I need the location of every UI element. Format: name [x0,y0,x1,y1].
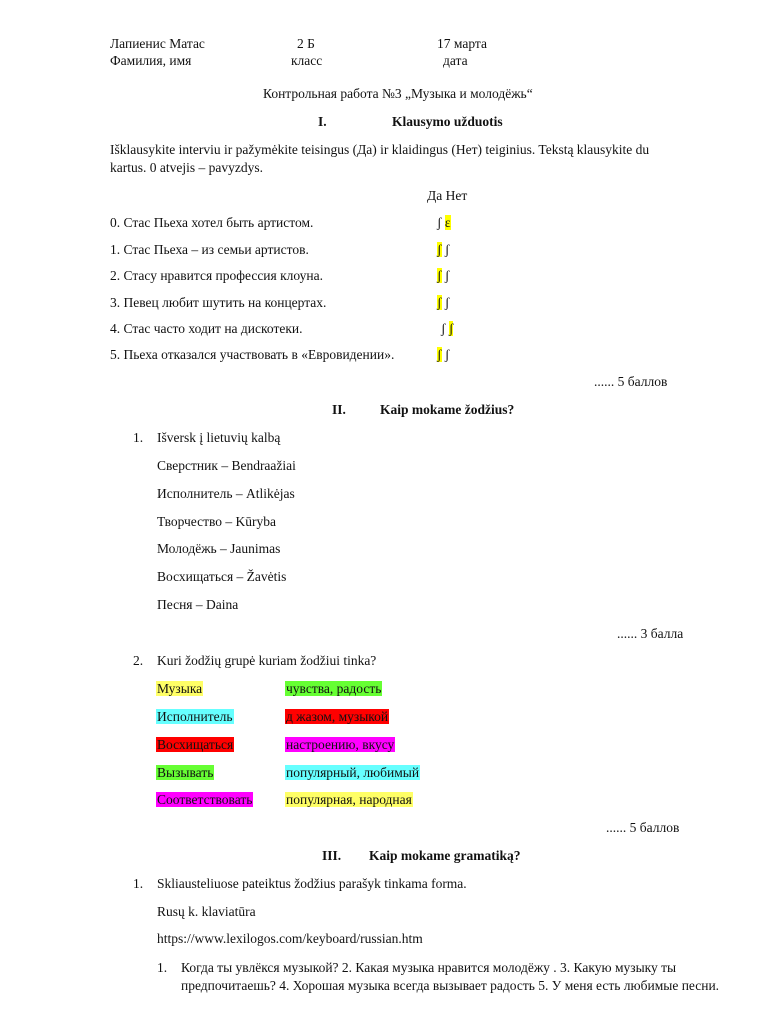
section1-instructions-line1: Išklausykite interviu ir pažymėkite teisingus (Да) ir klaidingus (Нет) teiginius. Tekstą klausykite du [110,142,650,157]
statement-text: 5. Пьеха отказался участвовать в «Евровидении». [110,347,395,362]
da-mark[interactable]: ʃ [437,295,442,310]
section1-title: Klausymo užduotis [392,114,503,129]
match-right [285,765,420,781]
match-phrase: д жазом, музыкой [286,709,389,724]
translation-item: Сверстник – Bendraažiai [157,458,296,473]
task2-number: 2. [133,653,144,668]
answer-marks[interactable] [437,295,449,311]
date-label: дата [443,53,468,68]
da-mark[interactable]: ʃ [437,242,442,257]
task2-score: ...... 5 баллов [606,820,680,835]
section1-instructions-line2: kartus. 0 atvejis – pavyzdys. [110,160,263,175]
grammar-task-title: Skliausteliuose pateiktus žodžius parašyk tinkama forma. [157,876,467,891]
match-phrase: популярный, любимый [286,765,420,780]
section1-score: ...... 5 баллов [594,374,668,389]
match-word: Восхищаться [157,737,234,752]
section3-title: Kaip mokame gramatiką? [369,848,521,863]
answer-column-header: Да Нет [427,188,468,203]
translation-item: Исполнитель – Atlikėjas [157,486,295,501]
translation-item: Восхищаться – Žavėtis [157,569,287,584]
answer-marks[interactable] [441,321,453,337]
translation-item: Молодёжь – Jaunimas [157,541,281,556]
answer-marks[interactable] [437,215,451,231]
net-mark[interactable]: ʃ [448,321,454,336]
match-phrase: настроению, вкусу [286,737,395,752]
match-phrase: популярная, народная [286,792,412,807]
net-mark[interactable]: ɛ [444,215,451,230]
match-word: Исполнитель [157,709,233,724]
task1-title: Išversk į lietuvių kalbą [157,430,281,445]
document-title: Контрольная работа №3 „Музыка и молодёжь“ [263,86,533,101]
task1-score: ...... 3 балла [617,626,684,641]
match-left [156,765,214,781]
net-mark[interactable]: ʃ [444,347,450,362]
match-phrase: чувства, радость [286,681,382,696]
match-word: Музыка [157,681,203,696]
da-mark[interactable]: ʃ [437,347,442,362]
student-name: Лапиенис Матас [110,36,205,51]
da-mark[interactable]: ʃ [441,321,446,336]
answer-text: Когда ты увлёкся музыкой? 2. Какая музыка нравится молодёжу . 3. Какую музыку ты предпочитаешь? 4. Хорошая музыка всегда вызывает радость 5. У меня есть любимые песни. [181,960,720,993]
net-mark[interactable]: ʃ [444,295,450,310]
match-word: Соответствовать [157,792,253,807]
statement-text: 4. Стас часто ходит на дискотеки. [110,321,303,336]
da-mark[interactable]: ʃ [437,268,442,283]
match-left [156,709,234,725]
keyboard-url[interactable]: https://www.lexilogos.com/keyboard/russian.htm [157,931,423,946]
match-right [285,737,395,753]
match-right [285,792,413,808]
match-left [156,737,234,753]
statement-text: 3. Певец любит шутить на концертах. [110,295,327,310]
translation-item: Песня – Daina [157,597,239,612]
grammar-task-number: 1. [133,876,144,891]
answer-marks[interactable] [437,268,449,284]
match-left [156,681,203,697]
student-class: 2 Б [297,36,315,51]
statement-text: 2. Стасу нравится профессия клоуна. [110,268,323,283]
statement-text: 0. Стас Пьеха хотел быть артистом. [110,215,314,230]
task1-number: 1. [133,430,144,445]
statement-text: 1. Стас Пьеха – из семьи артистов. [110,242,309,257]
answer-marks[interactable] [437,347,449,363]
answer-marks[interactable] [437,242,449,258]
net-mark[interactable]: ʃ [444,242,450,257]
match-right [285,709,389,725]
task2-title: Kuri žodžių grupė kuriam žodžiui tinka? [157,653,377,668]
match-word: Вызывать [157,765,214,780]
match-right [285,681,382,697]
keyboard-label: Rusų k. klaviatūra [157,904,256,919]
section1-number: I. [318,114,327,129]
net-mark[interactable]: ʃ [444,268,450,283]
class-label: класс [291,53,323,68]
test-date: 17 марта [437,36,487,51]
match-left [156,792,253,808]
da-mark[interactable]: ʃ [437,215,442,230]
answer-number: 1. [157,960,168,975]
section2-title: Kaip mokame žodžius? [380,402,515,417]
section3-number: III. [322,848,342,863]
name-label: Фамилия, имя [110,53,192,68]
section2-number: II. [332,402,346,417]
translation-item: Творчество – Kūryba [157,514,277,529]
